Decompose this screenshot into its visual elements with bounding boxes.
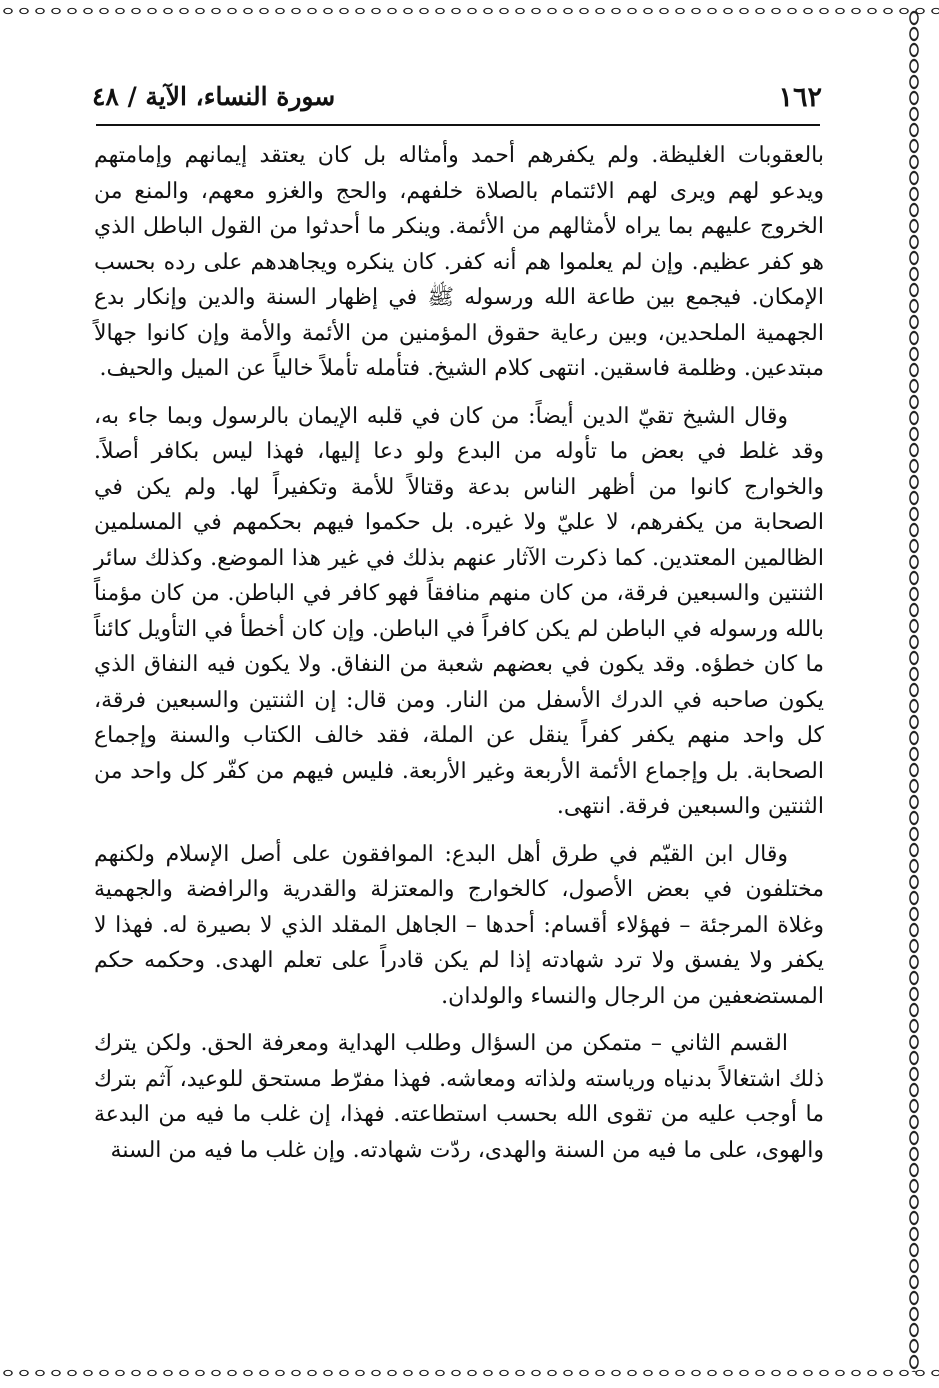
- decorative-border-right: [907, 10, 921, 1372]
- paragraph-4: القسم الثاني – متمكن من السؤال وطلب الهداية ومعرفة الحق. ولكن يترك ذلك اشتغالاً بدنياه ورياسته ولذاته ومعاشه. فهذا مفرّط مستحق للوعيد، آثم بترك ما أوجب عليه من تقوى الله بحسب استطاعته. فهذا، إن غلب ما فيه من البدعة والهوى، على ما فيه من السنة والهدى، ردّت شهادته. وإن غلب ما فيه من السنة: [94, 1031, 824, 1163]
- page-header: [92, 78, 822, 122]
- paragraph-2: وقال الشيخ تقيّ الدين أيضاً: من كان في قلبه الإيمان بالرسول وبما جاء به، وقد غلط في بعض ما تأوله من البدع ولو دعا إليها، فهذا ليس بكافر أصلاً. والخوارج كانوا من أظهر الناس بدعة وقتالاً للأمة وتكفيراً لها. ولم يكن في الصحابة من يكفرهم، لا عليّ ولا غيره. بل حكموا فيهم بحكمهم في المسلمين الظالمين المعتدين. كما ذكرت الآثار عنهم بذلك في غير هذا الموضع. وكذلك سائر الثنتين والسبعين فرقة، من كان منهم منافقاً فهو كافر في الباطن. من كان مؤمناً بالله ورسوله في الباطن لم يكن كافراً في الباطن. وإن كان أخطأ في التأويل كائناً ما كان خطؤه. وقد يكون في بعضهم شعبة من النفاق. ولا يكون فيه النفاق الذي يكون صاحبه في الدرك الأسفل من النار. ومن قال: إن الثنتين والسبعين فرقة، كل واحد منهم يكفر كفراً ينقل عن الملة، فقد خالف الكتاب والسنة وإجماع الصحابة. بل وإجماع الأئمة الأربعة وغير الأربعة. فليس فيهم من كفّر كل واحد من الثنتين والسبعين فرقة. انتهى.: [94, 403, 825, 819]
- paragraph-3: وقال ابن القيّم في طرق أهل البدع: الموافقون على أصل الإسلام ولكنهم مختلفون في بعض الأصول، كالخوارج والمعتزلة والقدرية والرافضة والجهمية وغلاة المرجئة – فهؤلاء أقسام: أحدها – الجاهل المقلد الذي لا بصيرة له. فهذا لا يكفر ولا يفسق ولا ترد شهادته إذا لم يكن قادراً على تعلم الهدى. وحكمه حكم المستضعفين من الرجال والنساء والولدان.: [94, 841, 824, 1009]
- header-divider: [96, 124, 820, 126]
- running-head: سورة النساء، الآية / ٤٨: [92, 82, 336, 111]
- decorative-border-bottom: [0, 1366, 939, 1380]
- paragraph-1: بالعقوبات الغليظة. ولم يكفرهم أحمد وأمثاله بل كان يعتقد إيمانهم وإمامتهم ويدعو لهم ويرى لهم الائتمام بالصلاة خلفهم، والحج والغزو معهم، والمنع من الخروج عليهم بما يراه لأمثالهم من الأئمة. وينكر ما أحدثوا من القول الباطل الذي هو كفر عظيم. وإن لم يعلموا هم أنه كفر. كان ينكره ويجاهدهم على رده بحسب الإمكان. فيجمع بين طاعة الله ورسوله ﷺ في إظهار السنة والدين وإنكار بدع الجهمية الملحدين، وبين رعاية حقوق المؤمنين من الأئمة والأمة وإن كانوا جهالاً مبتدعين. وظلمة فاسقين. انتهى كلام الشيخ. فتأمله تأملاً خالياً عن الميل والحيف.: [94, 143, 824, 381]
- page-number: ١٦٢: [778, 82, 822, 113]
- decorative-border-top: [0, 4, 939, 18]
- body-text: [94, 138, 824, 1168]
